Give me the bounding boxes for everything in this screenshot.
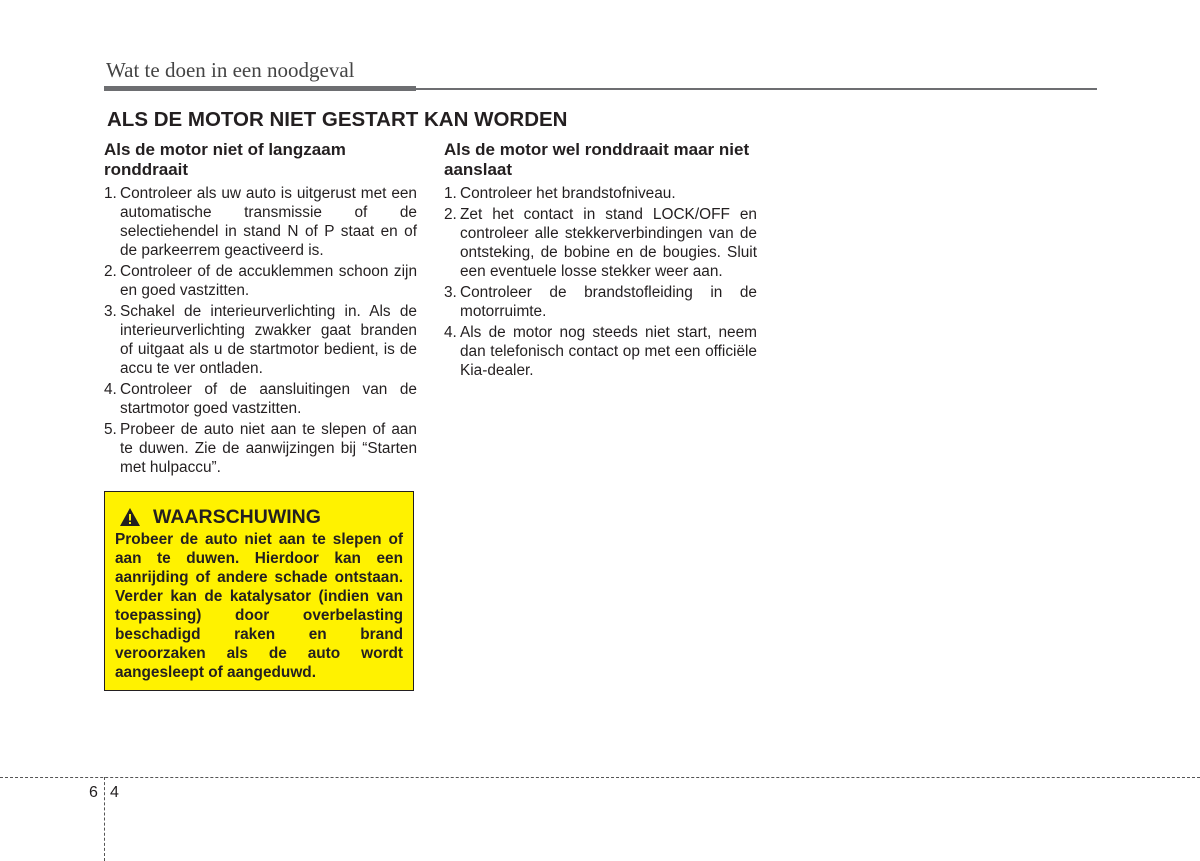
step-number: 3. [444, 284, 457, 301]
left-step [104, 184, 417, 260]
left-step [104, 262, 417, 300]
right-step [444, 283, 757, 321]
step-number: 1. [104, 185, 117, 202]
left-step [104, 380, 417, 418]
step-number: 1. [444, 185, 457, 202]
step-number: 5. [104, 421, 117, 438]
header-rule-thick [104, 86, 416, 91]
footer-divider [104, 777, 105, 861]
warning-text: Probeer de auto niet aan te slepen of aan te duwen. Hierdoor kan een aanrijding of andere schade ontstaan. Verder kan de katalysator (indien van toepassing) door overbelasting beschadigd raken en brand veroorzaken als de auto wordt aangesleept of aangeduwd. [115, 531, 403, 681]
right-heading: Als de motor wel ronddraait maar niet aanslaat [444, 140, 750, 179]
step-text: Controleer of de accuklemmen schoon zijn en goed vastzitten. [120, 263, 417, 299]
step-text: Schakel de interieurverlichting in. Als de interieurverlichting zwakker gaat branden of uitgaat als u de startmotor bedient, is de accu te ver ontladen. [120, 303, 417, 377]
warning-box [104, 491, 414, 691]
page-number: 4 [110, 784, 119, 801]
header-rule-thin [416, 88, 1097, 90]
step-text: Probeer de auto niet aan te slepen of aan te duwen. Zie de aanwijzingen bij “Starten met hulpaccu”. [120, 421, 417, 476]
right-column [444, 140, 757, 382]
left-step [104, 302, 417, 378]
right-step [444, 184, 757, 203]
step-text: Zet het contact in stand LOCK/OFF en controleer alle stekkerverbindingen van de ontsteking, de bobine en de bougies. Sluit een eventuele losse stekker weer aan. [460, 206, 757, 280]
warning-title: WAARSCHUWING [153, 505, 321, 528]
step-number: 3. [104, 303, 117, 320]
step-text: Controleer de brandstofleiding in de motorruimte. [460, 284, 757, 320]
footer-rule [0, 777, 1200, 778]
left-heading: Als de motor niet of langzaam ronddraait [104, 140, 346, 179]
step-number: 2. [444, 206, 457, 223]
step-text: Controleer of de aansluitingen van de startmotor goed vastzitten. [120, 381, 417, 417]
chapter-number: 6 [89, 784, 98, 801]
right-step [444, 205, 757, 281]
right-steps [444, 184, 757, 380]
warning-triangle-icon [119, 507, 141, 527]
left-step [104, 420, 417, 477]
warning-title-row [115, 504, 403, 530]
right-step [444, 323, 757, 380]
left-column [104, 140, 417, 479]
step-text: Controleer als uw auto is uitgerust met een automatische transmissie of de selectiehendel in stand N of P staat en of de parkeerrem geactiveerd is. [120, 185, 417, 259]
header-title: Wat te doen in een noodgeval [106, 58, 355, 82]
step-number: 4. [444, 324, 457, 341]
step-number: 2. [104, 263, 117, 280]
step-text: Controleer het brandstofniveau. [460, 185, 676, 202]
step-text: Als de motor nog steeds niet start, neem dan telefonisch contact op met een officiële Kia-dealer. [460, 324, 757, 379]
section-title: ALS DE MOTOR NIET GESTART KAN WORDEN [107, 108, 568, 131]
left-steps [104, 184, 417, 477]
step-number: 4. [104, 381, 117, 398]
